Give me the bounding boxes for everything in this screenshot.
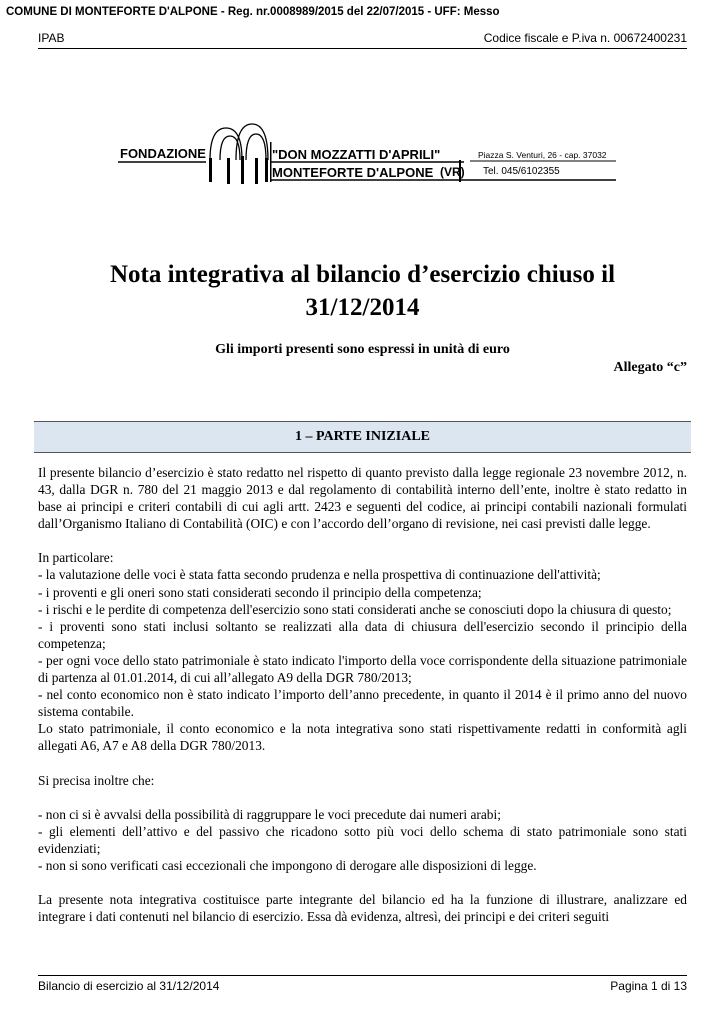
lo-stato-paragraph: Lo stato patrimoniale, il conto economico e la nota integrativa sono stati rispettivamente redatti in conformità agli allegati A6, A7 e A8 della DGR 780/2013. — [38, 721, 687, 754]
page-number: Pagina 1 di 13 — [610, 979, 687, 993]
final-paragraph: La presente nota integrativa costituisce parte integrante del bilancio ed ha la funzione di illustrare, analizzare ed integrare i dati contenuti nel bilancio di esercizio. Essa dà evidenza, altresì, dei principi e dei criteri seguiti — [38, 891, 687, 925]
logo-city: MONTEFORTE D'ALPONE — [272, 165, 434, 180]
list-item: - per ogni voce dello stato patrimoniale è stato indicato l'importo della voce corrispondente della situazione patrimoniale di partenza al 01.01.2014, di cui all’allegato A9 della DGR 780/2013; — [38, 652, 687, 686]
list-item: - i proventi e gli oneri sono stati considerati secondo il principio della competenza; — [38, 584, 482, 600]
in-particolare-label: In particolare: — [38, 550, 114, 566]
document-title — [38, 258, 687, 324]
title-line-2: 31/12/2014 — [305, 294, 420, 321]
logo-name: "DON MOZZATTI D'APRILI" — [272, 147, 441, 162]
list-item: - i rischi e le perdite di competenza dell'esercizio sono stati considerati anche se conosciuti dopo la chiusura di questo; — [38, 601, 672, 617]
section-header: 1 – PARTE INIZIALE — [34, 421, 691, 453]
document-subtitle: Gli importi presenti sono espressi in unità di euro — [215, 342, 510, 357]
logo-fondazione: FONDAZIONE — [120, 146, 206, 161]
header-ipab: IPAB — [38, 31, 65, 45]
list-item: - gli elementi dell’attivo e del passivo che ricadono sotto più voci dello schema di stato patrimoniale sono stati evidenziati; — [38, 823, 687, 856]
list-item: - non ci si è avvalsi della possibilità di raggruppare le voci precedute dai numeri arabi; — [38, 806, 501, 822]
title-line-1: Nota integrativa al bilancio d’esercizio chiuso il — [109, 261, 616, 288]
header-tax-code: Codice fiscale e P.iva n. 00672400231 — [483, 31, 687, 45]
list-item: - la valutazione delle voci è stata fatta secondo prudenza e nella prospettiva di continuazione dell'attività; — [38, 567, 601, 583]
foundation-logo — [118, 120, 618, 190]
body-text — [38, 464, 687, 925]
list-item: - non si sono verificati casi eccezionali che impongono di derogare alle disposizioni di legge. — [38, 857, 537, 873]
logo-address: Piazza S. Venturi, 26 - cap. 37032 — [478, 150, 607, 160]
list-item: - i proventi sono stati inclusi soltanto se realizzati alla data di chiusura dell'esercizio secondo il principio della competenza; — [38, 618, 687, 651]
footer-rule — [38, 975, 687, 976]
attachment-label: Allegato “c” — [613, 360, 687, 375]
si-precisa-label: Si precisa inoltre che: — [38, 772, 155, 788]
intro-paragraph: Il presente bilancio d’esercizio è stato redatto nel rispetto di quanto previsto dalla legge regionale 23 novembre 2012, n. 43, dalla DGR n. 780 del 21 maggio 2013 e dal regolamento di contabilità interno dell’ente, inoltre è stato redatto in base ai principi e criteri contabili di cui agli artt. 2423 e seguenti del codice, ai principi contabili nazionali formulati dall’Organismo Italiano di Contabilità (OIC) e con l’accordo dell’organo di revisione, nei casi previsti dalle legge. — [38, 465, 687, 532]
protocol-stamp: COMUNE DI MONTEFORTE D'ALPONE - Reg. nr.0008989/2015 del 22/07/2015 - UFF: Messo — [6, 6, 500, 18]
logo-tel: Tel. 045/6102355 — [483, 166, 560, 177]
logo-province: (VR) — [440, 165, 465, 179]
footer-left: Bilancio di esercizio al 31/12/2014 — [38, 979, 220, 993]
list-item: - nel conto economico non è stato indicato l’importo dell’anno precedente, in quanto il 2014 è il primo anno del nuovo sistema contabile. — [38, 687, 687, 720]
header-rule — [38, 48, 687, 49]
